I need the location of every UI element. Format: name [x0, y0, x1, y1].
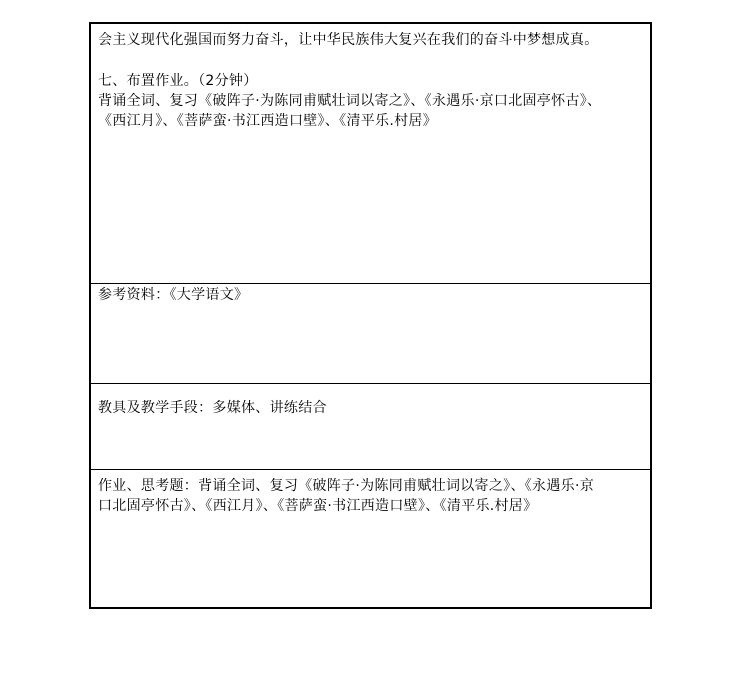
teaching-tools-cell: [91, 384, 650, 470]
reference-materials-cell: [91, 284, 650, 384]
assignment-line-1: 作业、思考题：背诵全词、复习《破阵子·为陈同甫赋壮词以寄之》、《永遇乐·京: [98, 478, 594, 494]
reference-materials-text: 参考资料：《大学语文》: [98, 287, 249, 303]
homework-line-1: 背诵全词、复习《破阵子·为陈同甫赋壮词以寄之》、《永遇乐·京口北固亭怀古》、: [98, 93, 602, 109]
teaching-content-cell: [91, 24, 650, 284]
paragraph-spacer: [98, 50, 643, 71]
assignment-line-2: 口北固亭怀古》、《西江月》、《菩萨蛮·书江西造口壁》、《清平乐.村居》: [98, 498, 538, 514]
lesson-plan-table: [89, 22, 652, 609]
assignment-cell: [91, 470, 650, 609]
teaching-tools-text: 教具及教学手段：多媒体、讲练结合: [98, 400, 327, 416]
homework-heading: 七、布置作业。（2分钟）: [98, 73, 258, 89]
homework-line-2: 《西江月》、《菩萨蛮·书江西造口壁》、《清平乐.村居》: [98, 113, 437, 129]
closing-remark-text: 会主义现代化强国而努力奋斗，让中华民族伟大复兴在我们的奋斗中梦想成真。: [98, 32, 599, 48]
